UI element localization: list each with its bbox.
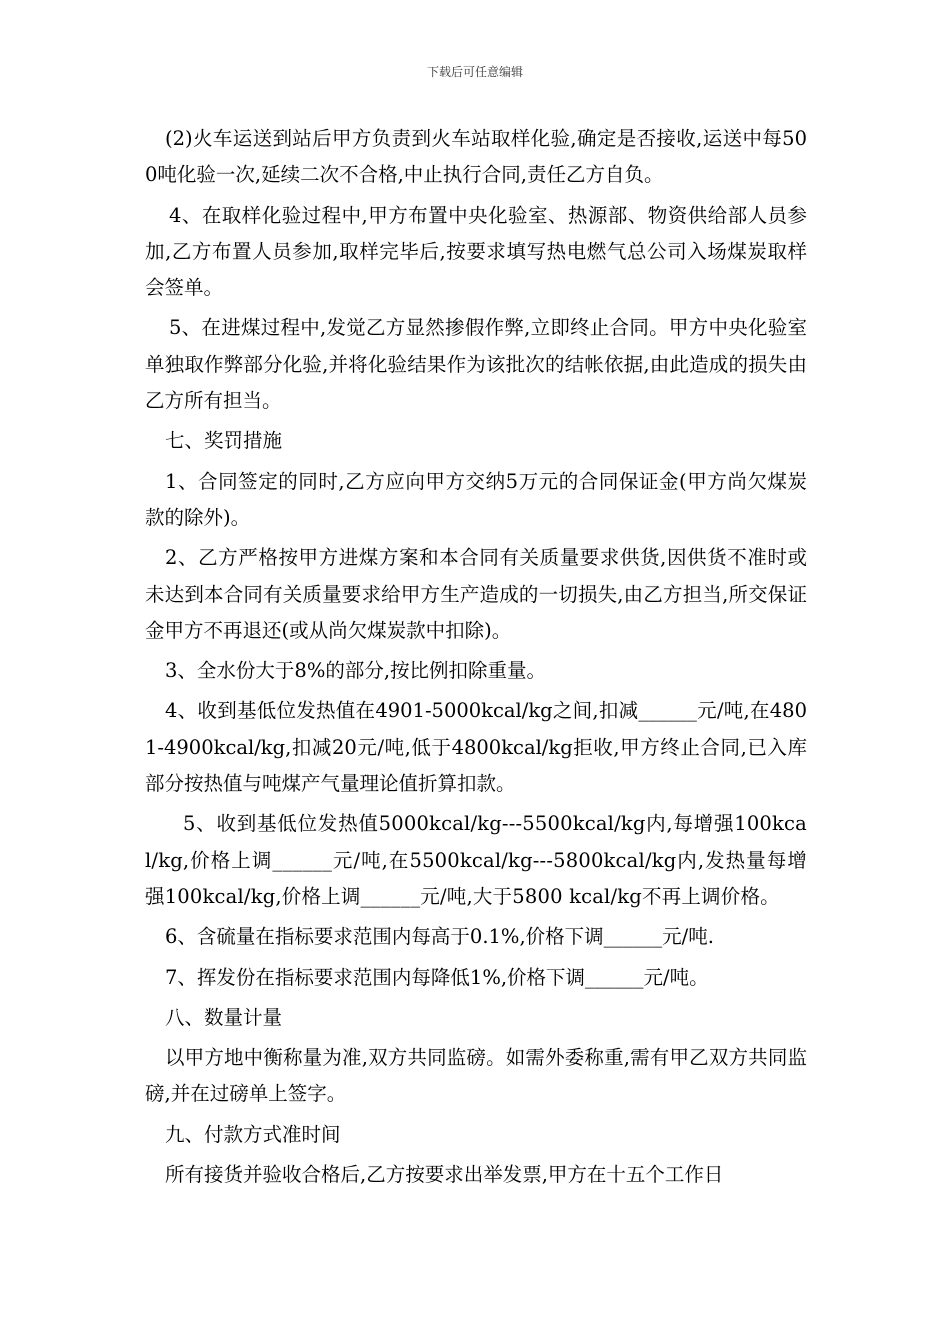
paragraph-deposit: 1、合同签定的同时,乙方应向甲方交纳5万元的合同保证金(甲方尚欠煤炭款的除外)。	[145, 469, 807, 529]
document-body	[145, 121, 807, 1197]
page-header: 下载后可任意编辑	[426, 65, 523, 79]
paragraph-fraud-termination: 5、在进煤过程中,发觉乙方显然掺假作弊,立即终止合同。甲方中央化验室单独取作弊部分化验,并将化验结果作为该批次的结帐依据,由此造成的损失由乙方所有担当。	[145, 316, 807, 413]
paragraph-weighing: 以甲方地中衡称量为准,双方共同监磅。如需外委称重,需有甲乙双方共同监磅,并在过磅单上签字。	[145, 1046, 807, 1106]
paragraph-sulfur: 6、含硫量在指标要求范围内每高于0.1%,价格下调______元/吨.	[165, 925, 714, 949]
paragraph-sampling-process: 4、在取样化验过程中,甲方布置中央化验室、热源部、物资供给部人员参加,乙方布置人员参加,取样完毕后,按要求填写热电燃气总公司入场煤炭取样会签单。	[145, 203, 807, 300]
paragraph-rail-sampling: (2)火车运送到站后甲方负责到火车站取样化验,确定是否接收,运送中每500吨化验一次,延续二次不合格,中止执行合同,责任乙方自负。	[145, 127, 807, 187]
section-heading-payment: 九、付款方式准时间	[165, 1122, 341, 1146]
paragraph-high-calorific-value: 5、收到基低位发热值5000kcal/kg---5500kcal/kg内,每增强100kcal/kg,价格上调______元/吨,在5500kcal/kg---5800kcal/kg内,发热量每增强100kcal/kg,价格上调______元/吨,大于5800 kcal/kg不再上调价格。	[145, 812, 807, 908]
section-heading-quantity: 八、数量计量	[165, 1005, 283, 1029]
section-heading-rewards-penalties: 七、奖罚措施	[165, 429, 283, 453]
paragraph-moisture: 3、全水份大于8%的部分,按比例扣除重量。	[165, 659, 547, 683]
paragraph-volatile: 7、挥发份在指标要求范围内每降低1%,价格下调______元/吨。	[165, 965, 709, 989]
paragraph-supply-quality: 2、乙方严格按甲方进煤方案和本合同有关质量要求供货,因供货不准时或未达到本合同有关质量要求给甲方生产造成的一切损失,由乙方担当,所交保证金甲方不再退还(或从尚欠煤炭款中扣除)。	[145, 546, 807, 642]
paragraph-payment: 所有接货并验收合格后,乙方按要求出举发票,甲方在十五个工作日	[165, 1163, 724, 1187]
paragraph-low-calorific-value: 4、收到基低位发热值在4901-5000kcal/kg之间,扣减______元/吨,在4801-4900kcal/kg,扣减20元/吨,低于4800kcal/kg拒收,甲方终止合同,已入库部分按热值与吨煤产气量理论值折算扣款。	[145, 699, 807, 796]
